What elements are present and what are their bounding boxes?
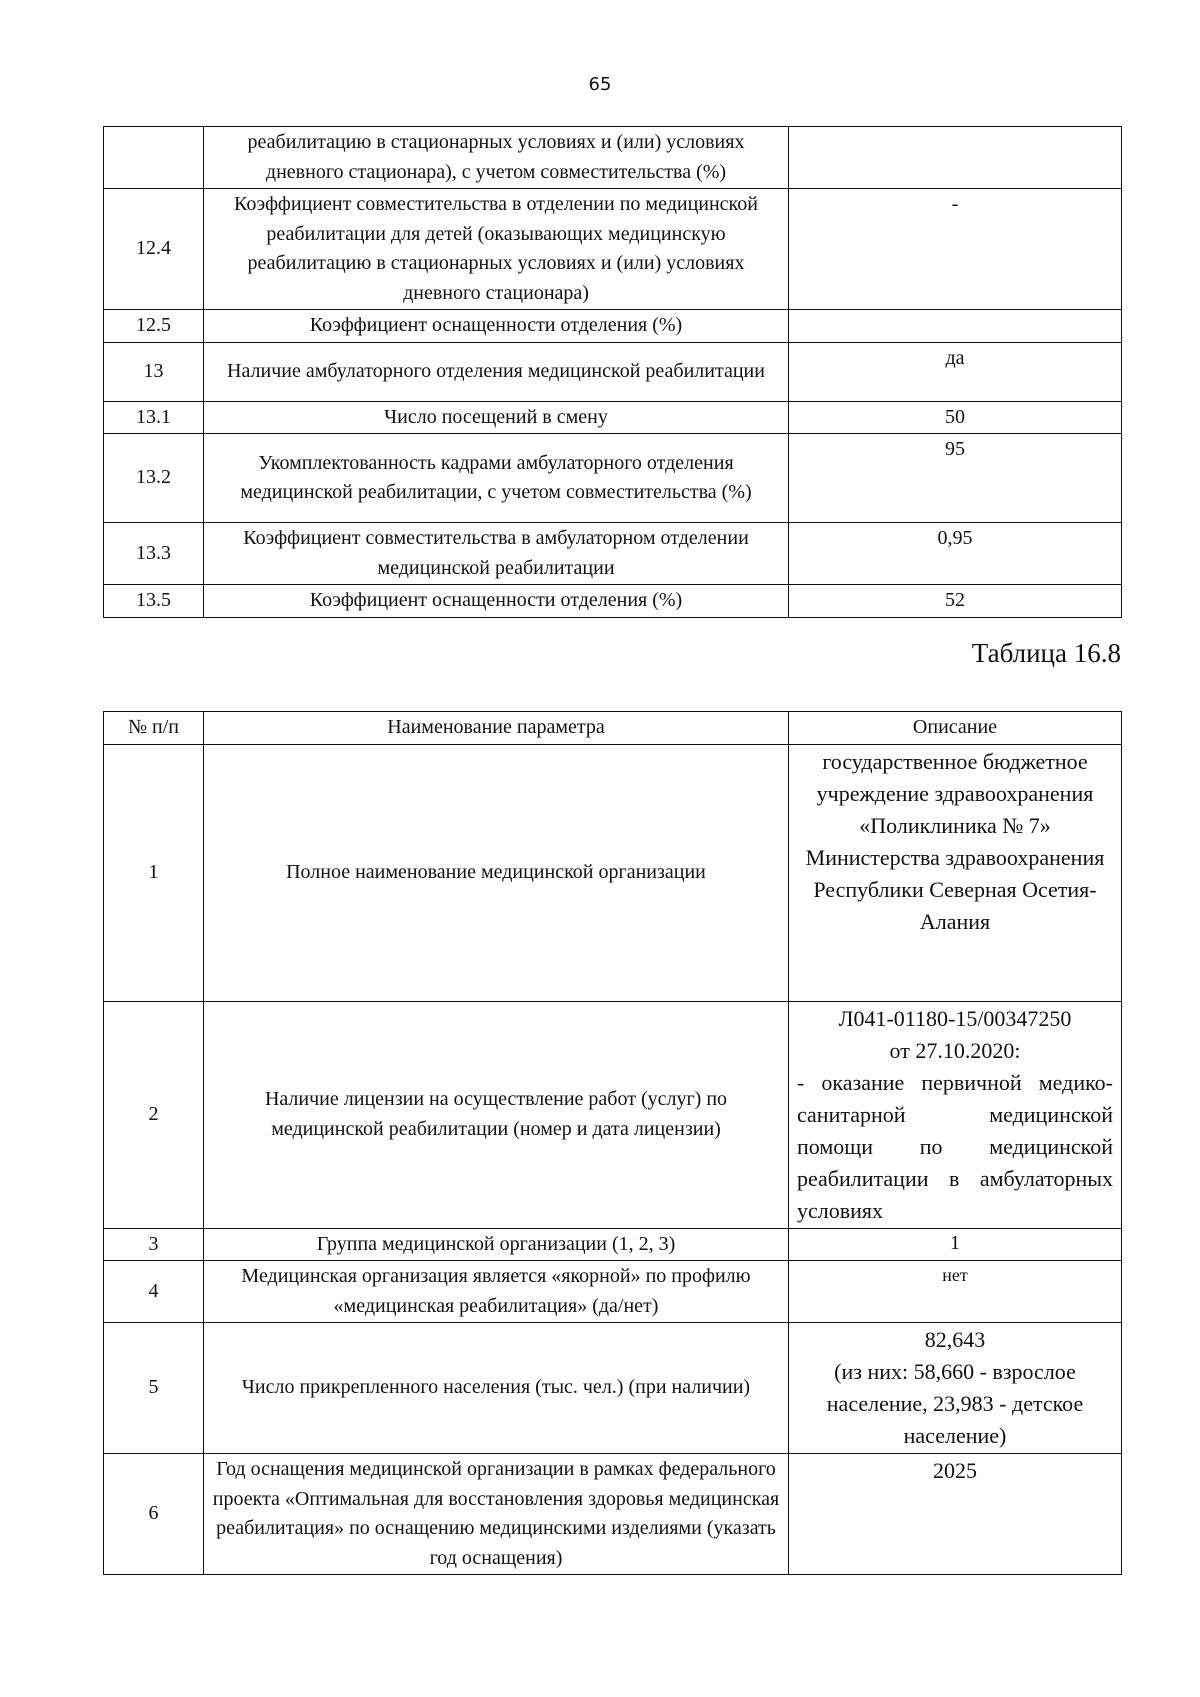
table-row xyxy=(104,1454,1122,1575)
table-row xyxy=(104,523,1122,585)
row-number: 12.5 xyxy=(104,310,204,343)
parameter-value: да xyxy=(789,342,1122,401)
parameter-name: Наличие лицензии на осуществление работ (услуг) по медицинской реабилитации (номер и дата лицензии) xyxy=(204,1001,789,1228)
parameter-name: Группа медицинской организации (1, 2, 3) xyxy=(204,1228,789,1261)
page-number: 65 xyxy=(588,74,612,95)
header-name: Наименование параметра xyxy=(204,712,789,745)
parameter-value: 1 xyxy=(789,1228,1122,1261)
parameter-value: государственное бюджетное учреждение здравоохранения «Поликлиника № 7» Министерства здравоохранения Республики Северная Осетия-Алания xyxy=(789,744,1122,1001)
table-header-row xyxy=(104,712,1122,745)
parameter-name: Коэффициент совместительства в амбулаторном отделении медицинской реабилитации xyxy=(204,523,789,585)
parameter-name: Коэффициент оснащенности отделения (%) xyxy=(204,585,789,618)
population-breakdown: (из них: 58,660 - взрослое население, 23,983 - детское население) xyxy=(826,1359,1084,1448)
row-number: 13.1 xyxy=(104,401,204,434)
parameter-value: 50 xyxy=(789,401,1122,434)
parameter-name: Год оснащения медицинской организации в рамках федерального проекта «Оптимальная для восстановления здоровья медицинская реабилитация» по оснащению медицинскими изделиями (указать год оснащения) xyxy=(204,1454,789,1575)
parameter-name: Наличие амбулаторного отделения медицинской реабилитации xyxy=(204,342,789,401)
parameter-value: нет xyxy=(789,1261,1122,1323)
population-description xyxy=(789,1323,1122,1454)
row-number: 1 xyxy=(104,744,204,1001)
table-row xyxy=(104,342,1122,401)
row-number: 13.5 xyxy=(104,585,204,618)
table-row xyxy=(104,1323,1122,1454)
table-row xyxy=(104,1228,1122,1261)
license-date: от 27.10.2020: xyxy=(889,1037,1021,1063)
parameter-name: Медицинская организация является «якорной» по профилю «медицинская реабилитация» (да/нет) xyxy=(204,1261,789,1323)
parameter-name: Полное наименование медицинской организации xyxy=(204,744,789,1001)
row-number: 12.4 xyxy=(104,189,204,310)
license-number: Л041-01180-15/00347250 xyxy=(838,1005,1072,1031)
row-number: 6 xyxy=(104,1454,204,1575)
license-scope: - оказание первичной медико-санитарной медицинской помощи по медицинской реабилитации в амбулаторных условиях xyxy=(797,1069,1113,1223)
parameter-name: реабилитацию в стационарных условиях и (или) условиях дневного стационара), с учетом совместительства (%) xyxy=(204,127,789,189)
population-total: 82,643 xyxy=(924,1327,986,1352)
row-number: 13.3 xyxy=(104,523,204,585)
table-row xyxy=(104,310,1122,343)
table-row xyxy=(104,744,1122,1001)
row-number: 13 xyxy=(104,342,204,401)
parameter-name: Число посещений в смену xyxy=(204,401,789,434)
header-num: № п/п xyxy=(104,712,204,745)
row-number xyxy=(104,127,204,189)
row-number: 13.2 xyxy=(104,434,204,523)
parameter-value: - xyxy=(789,189,1122,310)
parameter-value: 0,95 xyxy=(789,523,1122,585)
header-value: Описание xyxy=(789,712,1122,745)
parameter-name: Коэффициент совместительства в отделении по медицинской реабилитации для детей (оказывающих медицинскую реабилитацию в стационарных условиях и (или) условиях дневного стационара) xyxy=(204,189,789,310)
license-description xyxy=(789,1001,1122,1228)
parameter-value xyxy=(789,310,1122,343)
row-number: 2 xyxy=(104,1001,204,1228)
table-title: Таблица 16.8 xyxy=(971,638,1121,668)
parameter-name: Число прикрепленного населения (тыс. чел.) (при наличии) xyxy=(204,1323,789,1454)
row-number: 3 xyxy=(104,1228,204,1261)
table-continuation xyxy=(103,126,1122,618)
table-row xyxy=(104,1001,1122,1228)
table-row xyxy=(104,1261,1122,1323)
table-16-8 xyxy=(103,711,1122,1575)
parameter-value xyxy=(789,127,1122,189)
parameter-value: 52 xyxy=(789,585,1122,618)
table-row xyxy=(104,401,1122,434)
parameter-value: 95 xyxy=(789,434,1122,523)
table-row xyxy=(104,127,1122,189)
table-row xyxy=(104,585,1122,618)
parameter-value: 2025 xyxy=(789,1454,1122,1575)
parameter-name: Коэффициент оснащенности отделения (%) xyxy=(204,310,789,343)
row-number: 5 xyxy=(104,1323,204,1454)
table-row xyxy=(104,189,1122,310)
parameter-name: Укомплектованность кадрами амбулаторного отделения медицинской реабилитации, с учетом совместительства (%) xyxy=(204,434,789,523)
table-row xyxy=(104,434,1122,523)
row-number: 4 xyxy=(104,1261,204,1323)
